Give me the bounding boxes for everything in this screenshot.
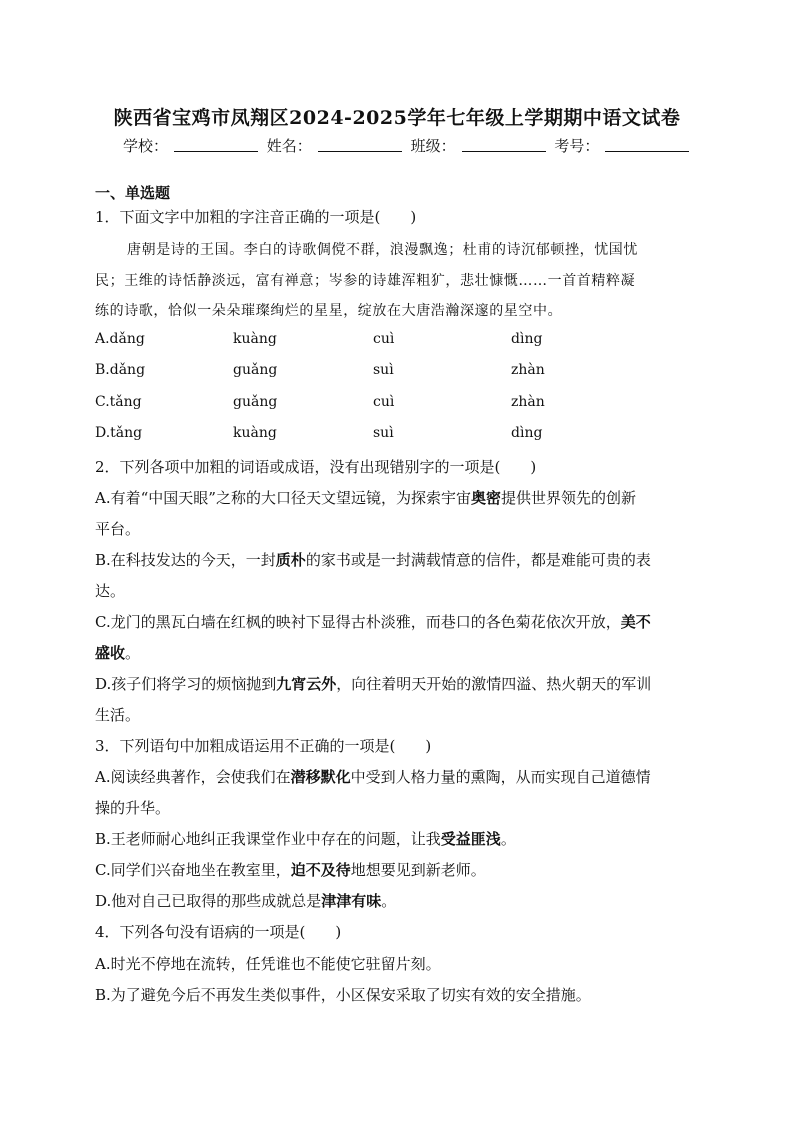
question-2-option-d[interactable] <box>95 673 651 694</box>
option-a-col3: cuì <box>373 331 395 347</box>
option-text: 。 <box>125 644 141 662</box>
bold-term: 迫不及待 <box>290 861 351 879</box>
question-2-option-d-cont: 生活。 <box>95 706 141 724</box>
bold-term: 盛收 <box>95 644 126 662</box>
question-3-option-a-cont: 操的升华。 <box>95 799 171 817</box>
question-2-stem: 2．下列各项中加粗的词语或成语，没有出现错别字的一项是( ) <box>95 458 537 476</box>
option-b-col3: suì <box>373 362 394 378</box>
option-text: 。 <box>500 830 516 848</box>
question-2-option-a-cont: 平台。 <box>95 520 141 538</box>
bold-term: 潜移默化 <box>290 768 351 786</box>
question-3-stem: 3．下列语句中加粗成语运用不正确的一项是( ) <box>95 737 432 755</box>
option-d-col4: dìng <box>511 425 543 441</box>
question-1-passage-line: 唐朝是诗的王国。李白的诗歌倜傥不群，浪漫飘逸；杜甫的诗沉郁顿挫，忧国忧 <box>127 242 638 258</box>
class-blank[interactable] <box>462 137 546 152</box>
question-4-stem: 4．下列各句没有语病的一项是( ) <box>95 923 342 941</box>
option-text: C.龙门的黑瓦白墙在红枫的映衬下显得古朴淡雅，而巷口的各色菊花依次开放， <box>95 613 621 631</box>
class-label: 班级： <box>410 137 456 155</box>
name-label: 姓名： <box>266 137 312 155</box>
question-1-passage-line: 民；王维的诗恬静淡远，富有禅意；岑参的诗雄浑粗犷，悲壮慷慨……一首首精粹凝 <box>95 273 636 289</box>
question-4-option-b[interactable]: B.为了避免今后不再发生类似事件，小区保安采取了切实有效的安全措施。 <box>95 986 591 1004</box>
option-d-col1[interactable]: D.tǎng <box>95 425 143 441</box>
bold-term: 津津有味 <box>321 892 382 910</box>
option-b-col2: guǎng <box>233 362 278 378</box>
question-1-passage-line: 练的诗歌，恰似一朵朵璀璨绚烂的星星，绽放在大唐浩瀚深邃的星空中。 <box>95 303 563 319</box>
question-3-option-d[interactable] <box>95 890 396 911</box>
question-4-option-a[interactable]: A.时光不停地在流转，任凭谁也不能使它驻留片刻。 <box>95 955 441 973</box>
option-text: 的家书或是一封满载情意的信件，都是难能可贵的表 <box>305 551 651 569</box>
question-2-option-c[interactable] <box>95 611 651 632</box>
question-3-option-a[interactable] <box>95 766 651 787</box>
number-label: 考号： <box>554 137 600 155</box>
option-a-col2: kuàng <box>233 331 277 347</box>
section-heading: 一、单选题 <box>95 184 171 202</box>
question-3-option-b[interactable] <box>95 828 516 849</box>
option-text: 中受到人格力量的熏陶，从而实现自己道德情 <box>350 768 651 786</box>
bold-term: 受益匪浅 <box>440 830 501 848</box>
option-text: D.他对自己已取得的那些成就总是 <box>95 892 322 910</box>
option-c-col4: zhàn <box>511 394 545 410</box>
bold-term: 美不 <box>620 613 651 631</box>
question-3-option-c[interactable] <box>95 859 486 880</box>
school-label: 学校： <box>123 137 169 155</box>
name-blank[interactable] <box>318 137 402 152</box>
bold-term: 九宵云外 <box>276 675 337 693</box>
question-2-option-c-cont <box>95 642 140 663</box>
option-a-col4: dìng <box>511 331 543 347</box>
option-text: B.在科技发达的今天，一封 <box>95 551 276 569</box>
student-info-row <box>123 135 693 156</box>
option-b-col4: zhàn <box>511 362 545 378</box>
option-d-col2: kuàng <box>233 425 277 441</box>
number-blank[interactable] <box>605 137 689 152</box>
bold-term: 奥密 <box>470 489 501 507</box>
bold-term: 质朴 <box>275 551 306 569</box>
option-text: B.王老师耐心地纠正我课堂作业中存在的问题，让我 <box>95 830 441 848</box>
option-b-col1[interactable]: B.dǎng <box>95 362 146 378</box>
option-c-col2: guǎng <box>233 394 278 410</box>
question-2-option-a[interactable] <box>95 487 636 508</box>
exam-title: 陕西省宝鸡市凤翔区2024-2025学年七年级上学期期中语文试卷 <box>113 107 681 129</box>
option-text: C.同学们兴奋地坐在教室里， <box>95 861 291 879</box>
option-a-col1[interactable]: A.dǎng <box>95 331 145 347</box>
option-c-col1[interactable]: C.tǎng <box>95 394 142 410</box>
option-text: 地想要见到新老师。 <box>350 861 486 879</box>
option-text: ，向往着明天开始的激情四溢、热火朝天的军训 <box>336 675 652 693</box>
option-text: 提供世界领先的创新 <box>500 489 636 507</box>
school-blank[interactable] <box>174 137 258 152</box>
option-d-col3: suì <box>373 425 394 441</box>
option-c-col3: cuì <box>373 394 395 410</box>
question-2-option-b[interactable] <box>95 549 651 570</box>
option-text: 。 <box>381 892 397 910</box>
option-text: D.孩子们将学习的烦恼抛到 <box>95 675 277 693</box>
question-2-option-b-cont: 达。 <box>95 582 126 600</box>
option-text: A.阅读经典著作，会使我们在 <box>95 768 291 786</box>
question-1-stem: 1．下面文字中加粗的字注音正确的一项是( ) <box>95 208 417 226</box>
option-text: A.有着“中国天眼”之称的大口径天文望远镜，为探索宇宙 <box>95 489 471 507</box>
